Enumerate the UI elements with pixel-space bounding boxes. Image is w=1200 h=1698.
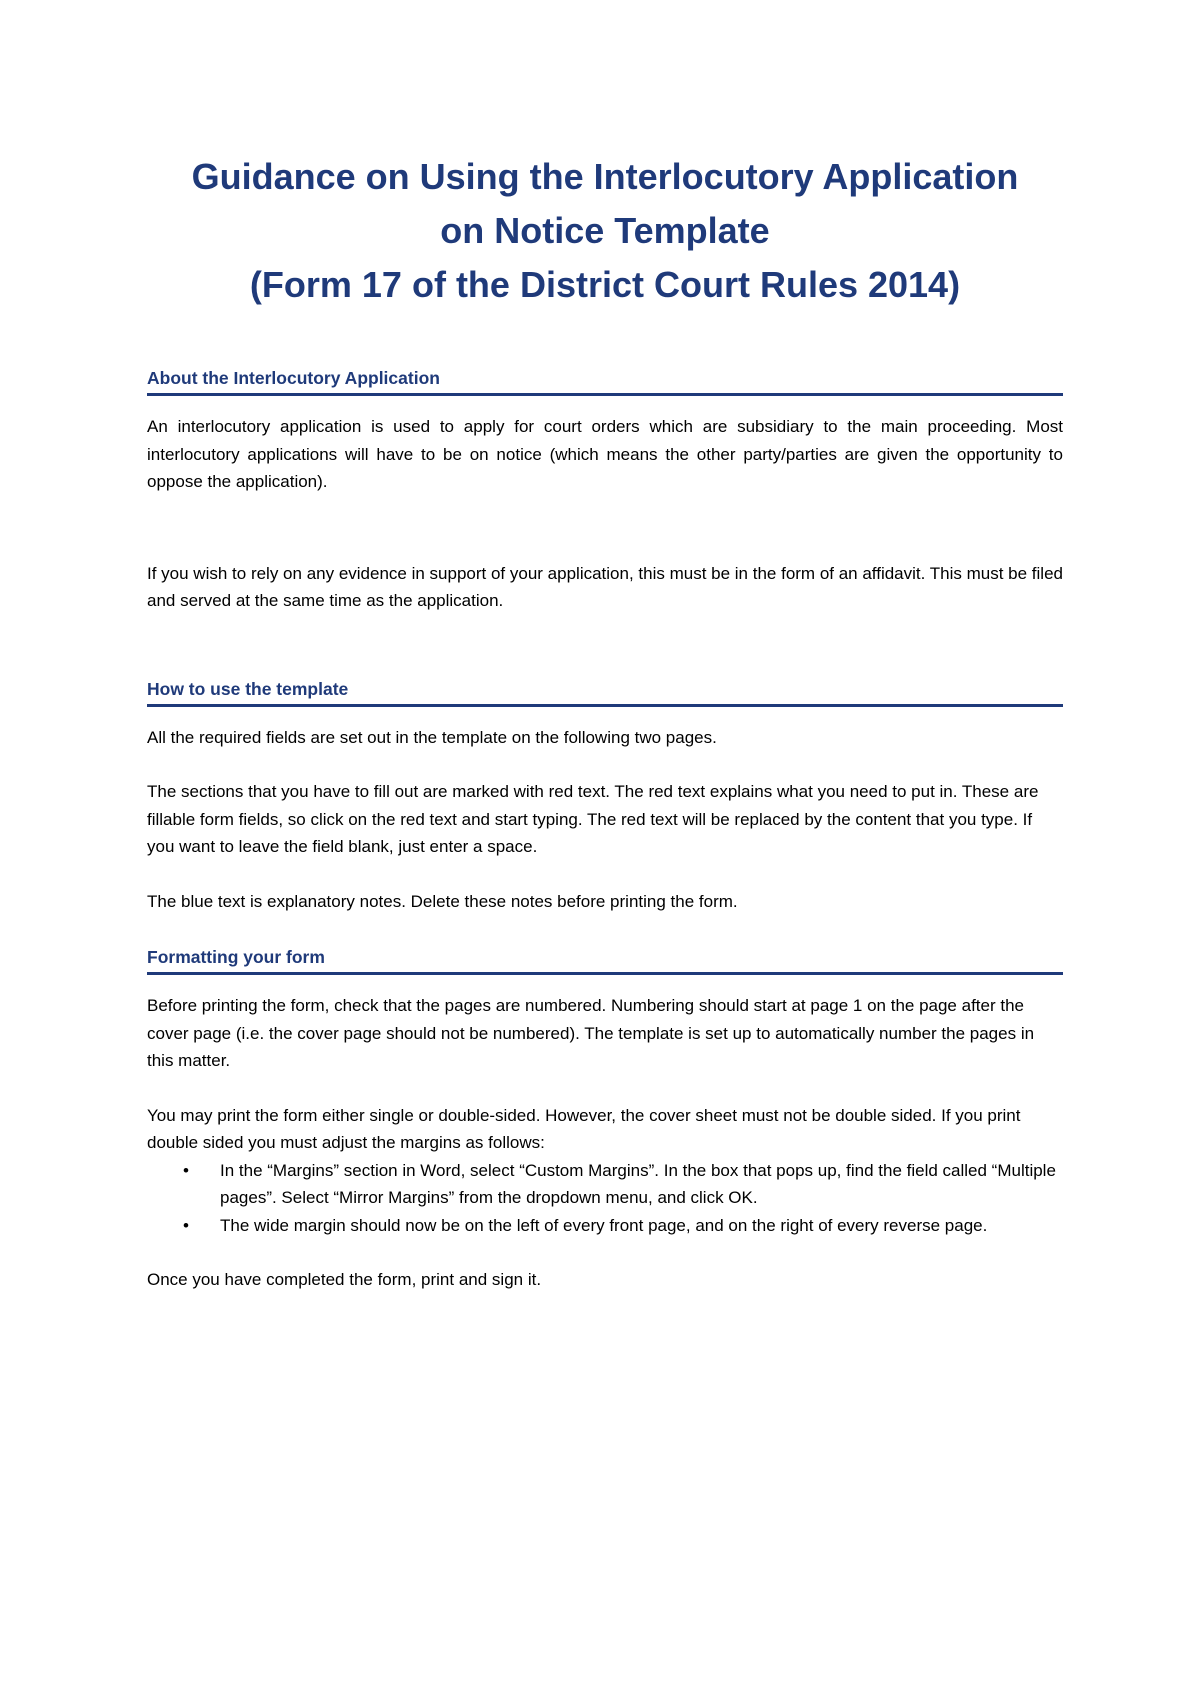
how-to-paragraph-1: All the required fields are set out in the template on the following two pages. — [147, 727, 717, 747]
bullet-icon: • — [183, 1215, 189, 1235]
about-paragraph-2: If you wish to rely on any evidence in support of your application, this must be in the form of an affidavit. This must be filed and served at the same time as the application. — [147, 563, 1063, 610]
how-to-paragraph-3: The blue text is explanatory notes. Delete these notes before printing the form. — [147, 891, 738, 911]
formatting-paragraph-1: Before printing the form, check that the pages are numbered. Numbering should start at page 1 on the page after the cover page (i.e. the cover page should not be numbered). The template is set up to automatically number the pages in this matter. — [147, 996, 1035, 1070]
section-heading-how-to-use: How to use the template — [147, 677, 1063, 707]
list-item-text: The wide margin should now be on the left of every front page, and on the right of every reverse page. — [220, 1215, 988, 1235]
section-heading-formatting: Formatting your form — [147, 945, 1063, 975]
title-line-1: Guidance on Using the Interlocutory Application — [191, 156, 1019, 197]
list-item — [147, 1157, 1063, 1212]
section-heading-about: About the Interlocutory Application — [147, 366, 1063, 396]
title-line-2: on Notice Template — [440, 210, 770, 251]
list-item — [147, 1212, 1063, 1240]
how-to-paragraph-2: The sections that you have to fill out are marked with red text. The red text explains what you need to put in. These are fillable form fields, so click on the red text and start typing. The red text will be replaced by the content that you type. If you want to leave the field blank, just enter a space. — [147, 782, 1039, 856]
bullet-icon: • — [183, 1160, 189, 1180]
title-line-3: (Form 17 of the District Court Rules 2014) — [249, 264, 961, 305]
closing-paragraph: Once you have completed the form, print and sign it. — [147, 1270, 542, 1289]
about-paragraph-1: An interlocutory application is used to apply for court orders which are subsidiary to the main proceeding. Most interlocutory applications will have to be on notice (which means the other party/parties are given the opportunity to oppose the application). — [147, 417, 1063, 491]
document-title — [147, 150, 1063, 312]
margin-instructions-list — [147, 1157, 1063, 1240]
formatting-paragraph-2: You may print the form either single or double-sided. However, the cover sheet must not be double sided. If you print double sided you must adjust the margins as follows: — [147, 1105, 1021, 1152]
list-item-text: In the “Margins” section in Word, select “Custom Margins”. In the box that pops up, find the field called “Multiple pages”. Select “Mirror Margins” from the dropdown menu, and click OK. — [220, 1160, 1056, 1207]
